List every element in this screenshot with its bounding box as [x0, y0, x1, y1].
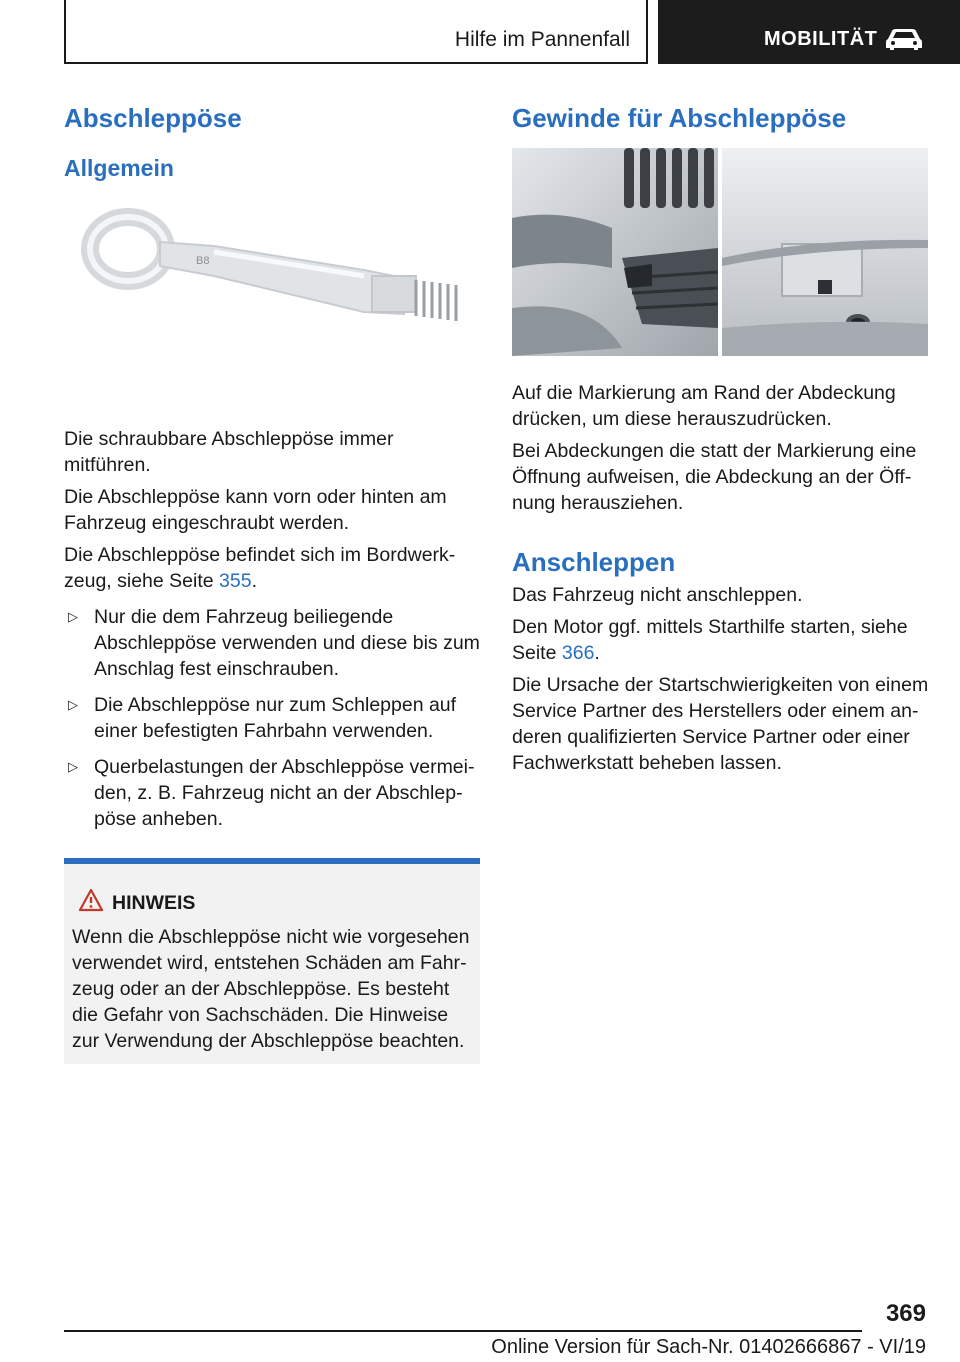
triangle-bullet-icon: ▷	[68, 609, 78, 624]
page-number: 369	[885, 1300, 926, 1327]
triangle-bullet-icon: ▷	[68, 697, 78, 712]
header-section-box	[64, 0, 648, 64]
notice-box	[64, 858, 480, 1064]
triangle-bullet-icon: ▷	[68, 759, 78, 774]
para-ursache: Die Ursache der Startschwierigkeiten von einem Service Partner des Herstellers oder einem anderen qualifizierten Service Partner oder einer Fachwerkstatt beheben lassen.	[512, 674, 929, 774]
footer-divider	[64, 1330, 862, 1332]
notice-label: HINWEIS	[112, 892, 196, 914]
list-item: ▷ Die Abschleppöse nur zum Schleppen auf einer befestigten Fahrbahn verwenden.	[68, 694, 457, 742]
subtitle-allgemein: Allgemein	[64, 155, 174, 181]
header-chapter-tab[interactable]	[658, 0, 960, 64]
tow-hook-image	[64, 194, 482, 404]
para-mitfuehren: Die schraubbare Abschleppöse immer mitführen.	[64, 428, 394, 476]
para-starthilfe: Den Motor ggf. mittels Starthilfe starten, siehe Seite 366.	[512, 616, 908, 664]
list-item: ▷ Querbelastungen der Abschleppöse vermeiden, z. B. Fahrzeug nicht an der Abschleppöse anheben.	[68, 756, 475, 830]
bumper-cover-photo	[512, 148, 928, 356]
list-item: ▷ Nur die dem Fahrzeug beiliegende Abschleppöse verwenden und diese bis zum Anschlag fest einschrauben.	[68, 606, 480, 680]
para-markierung: Auf die Markierung am Rand der Abdeckung drücken, um diese herauszudrücken.	[512, 382, 896, 430]
page-link-355[interactable]: 355	[219, 570, 252, 592]
para-oeffnung: Bei Abdeckungen die statt der Markierung eine Öffnung aufweisen, die Abdeckung an der Öffnung herausziehen.	[512, 440, 917, 514]
header-chapter-label: MOBILITÄT	[764, 28, 878, 50]
title-abschleppoese: Abschleppöse	[64, 103, 242, 133]
title-anschleppen: Anschleppen	[512, 547, 676, 577]
title-gewinde: Gewinde für Abschleppöse	[512, 103, 847, 133]
header-section-title: Hilfe im Pannenfall	[454, 28, 630, 51]
notice-text: Wenn die Abschleppöse nicht wie vorgesehen verwendet wird, entstehen Schäden am Fahrzeug oder an der Abschleppöse. Es besteht die Gefahr von Sachschäden. Die Hinweise zur Verwendung der Abschleppöse beachten.	[72, 926, 470, 1052]
left-column	[64, 100, 482, 890]
para-nicht-anschleppen: Das Fahrzeug nicht anschleppen.	[512, 584, 803, 606]
svg-text:B8: B8	[196, 255, 210, 267]
footer-version-text: Online Version für Sach-Nr. 01402666867 - VI/19	[491, 1336, 926, 1358]
para-bordwerkzeug: Die Abschleppöse befindet sich im Bordwerkzeug, siehe Seite 355.	[64, 544, 456, 592]
para-vorn-hinten: Die Abschleppöse kann vorn oder hinten am Fahrzeug eingeschraubt werden.	[64, 486, 447, 534]
right-column	[512, 100, 930, 776]
car-icon	[884, 26, 924, 52]
page-link-366[interactable]: 366	[561, 642, 595, 664]
warning-icon	[78, 888, 104, 912]
